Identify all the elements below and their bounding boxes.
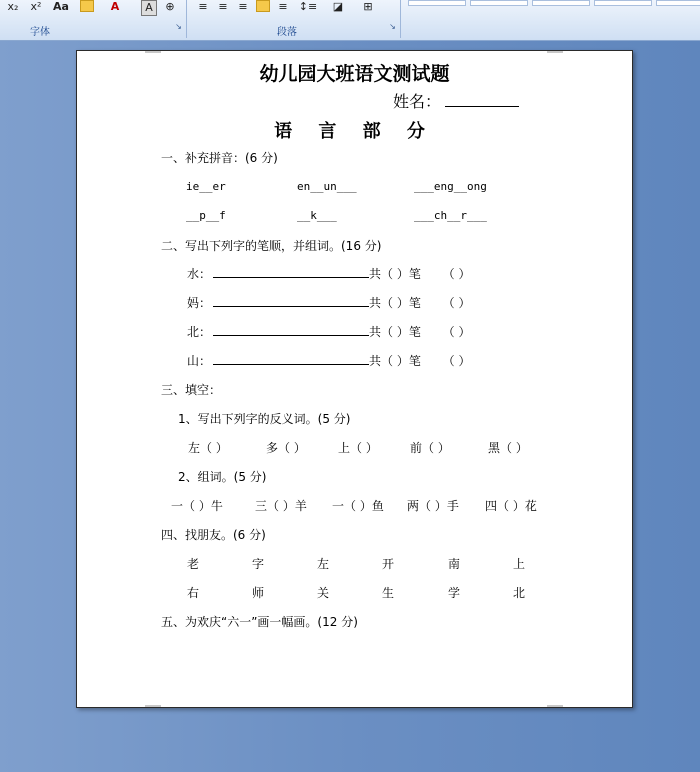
pinyin-item: __p__f (186, 209, 226, 222)
font-color-button[interactable]: A (110, 0, 120, 13)
stroke-count: 共（ ）笔 (369, 296, 421, 310)
stroke-char: 山： (187, 354, 212, 368)
stroke-order-row (187, 323, 471, 340)
question-4-title: 四、找朋友。(6 分) (161, 528, 266, 542)
name-label: 姓名： (393, 92, 442, 111)
question-3-title: 三、填空： (161, 383, 222, 397)
line-spacing-icon[interactable]: ↕≡ (298, 0, 318, 13)
question-1-title: 一、补充拼音：(6 分) (161, 151, 278, 165)
question-2-title: 二、写出下列字的笔顺，并组词。(16 分) (161, 239, 382, 253)
style-gallery-item[interactable] (470, 0, 528, 6)
antonym-item: 上（ ） (338, 441, 378, 455)
margin-corner-mark (547, 51, 563, 53)
match-char: 字 (252, 557, 265, 571)
stroke-order-row (187, 352, 471, 369)
match-char: 生 (382, 586, 395, 600)
word-paren: （ ） (442, 325, 471, 339)
measure-word-item: 四（ ）花 (485, 499, 537, 513)
match-char: 学 (448, 586, 461, 600)
match-char: 北 (513, 586, 526, 600)
stroke-count: 共（ ）笔 (369, 325, 421, 339)
style-gallery-item[interactable] (408, 0, 466, 6)
stroke-count: 共（ ）笔 (369, 267, 421, 281)
paragraph-dialog-launcher-icon[interactable]: ↘ (389, 22, 396, 31)
align-left-icon[interactable]: ≡ (198, 0, 208, 13)
antonym-item: 前（ ） (410, 441, 450, 455)
pinyin-item: ie__er (186, 180, 226, 193)
change-case-button[interactable]: Aa (53, 0, 69, 13)
antonym-item: 多（ ） (266, 441, 306, 455)
superscript-button[interactable]: x² (30, 0, 42, 13)
stroke-blank (213, 296, 369, 307)
align-right-icon[interactable]: ≡ (238, 0, 248, 13)
question-3-sub1: 1、写出下列字的反义词。(5 分) (178, 412, 351, 426)
word-paren: （ ） (442, 267, 471, 281)
section-title: 语 言 部 分 (274, 121, 435, 142)
match-char: 左 (317, 557, 330, 571)
stroke-order-row (187, 265, 471, 282)
character-shading-button[interactable]: A (141, 0, 157, 16)
match-char: 开 (382, 557, 395, 571)
stroke-order-row (187, 294, 471, 311)
measure-word-item: 两（ ）手 (407, 499, 459, 513)
question-3-sub2: 2、组词。(5 分) (178, 470, 267, 484)
document-page[interactable] (76, 50, 633, 708)
measure-word-item: 三（ ）羊 (255, 499, 307, 513)
ribbon (0, 0, 700, 41)
stroke-count: 共（ ）笔 (369, 354, 421, 368)
margin-corner-mark (547, 705, 563, 707)
document-workspace (0, 41, 700, 772)
ribbon-separator (186, 0, 187, 38)
antonym-item: 黑（ ） (488, 441, 528, 455)
font-dialog-launcher-icon[interactable]: ↘ (175, 22, 182, 31)
border-icon[interactable]: ⊞ (363, 0, 373, 13)
margin-corner-mark (145, 51, 161, 53)
stroke-char: 妈： (187, 296, 212, 310)
stroke-char: 水： (187, 267, 212, 281)
justify-icon[interactable] (256, 0, 270, 12)
distribute-icon[interactable]: ≡ (278, 0, 288, 13)
measure-word-item: 一（ ）牛 (171, 499, 223, 513)
word-paren: （ ） (442, 354, 471, 368)
document-title: 幼儿园大班语文测试题 (259, 63, 450, 85)
stroke-char: 北： (187, 325, 212, 339)
pinyin-item: en__un___ (297, 180, 357, 193)
paragraph-group-label: 段落 (277, 27, 297, 38)
style-gallery-item[interactable] (532, 0, 590, 6)
enclose-characters-button[interactable]: ⊕ (165, 0, 175, 13)
stroke-blank (213, 325, 369, 336)
align-center-icon[interactable]: ≡ (218, 0, 228, 13)
stroke-blank (213, 354, 369, 365)
margin-corner-mark (145, 705, 161, 707)
match-char: 老 (187, 557, 200, 571)
match-char: 南 (448, 557, 461, 571)
name-blank (445, 106, 519, 107)
pinyin-item: ___eng__ong (414, 180, 487, 193)
word-paren: （ ） (442, 296, 471, 310)
style-gallery-item[interactable] (656, 0, 700, 6)
pinyin-item: ___ch__r___ (414, 209, 487, 222)
antonym-item: 左（ ） (188, 441, 228, 455)
ribbon-separator (400, 0, 401, 38)
measure-word-item: 一（ ）鱼 (332, 499, 384, 513)
match-char: 右 (187, 586, 200, 600)
match-char: 关 (317, 586, 330, 600)
match-char: 师 (252, 586, 265, 600)
pinyin-item: __k___ (297, 209, 337, 222)
subscript-button[interactable]: x₂ (7, 0, 19, 13)
question-5-title: 五、为欢庆“六一”画一幅画。(12 分) (161, 615, 358, 629)
highlight-color-icon[interactable] (80, 0, 94, 12)
shading-icon[interactable]: ◪ (332, 0, 344, 13)
match-char: 上 (513, 557, 526, 571)
style-gallery-item[interactable] (594, 0, 652, 6)
stroke-blank (213, 267, 369, 278)
font-group-label: 字体 (30, 27, 50, 38)
